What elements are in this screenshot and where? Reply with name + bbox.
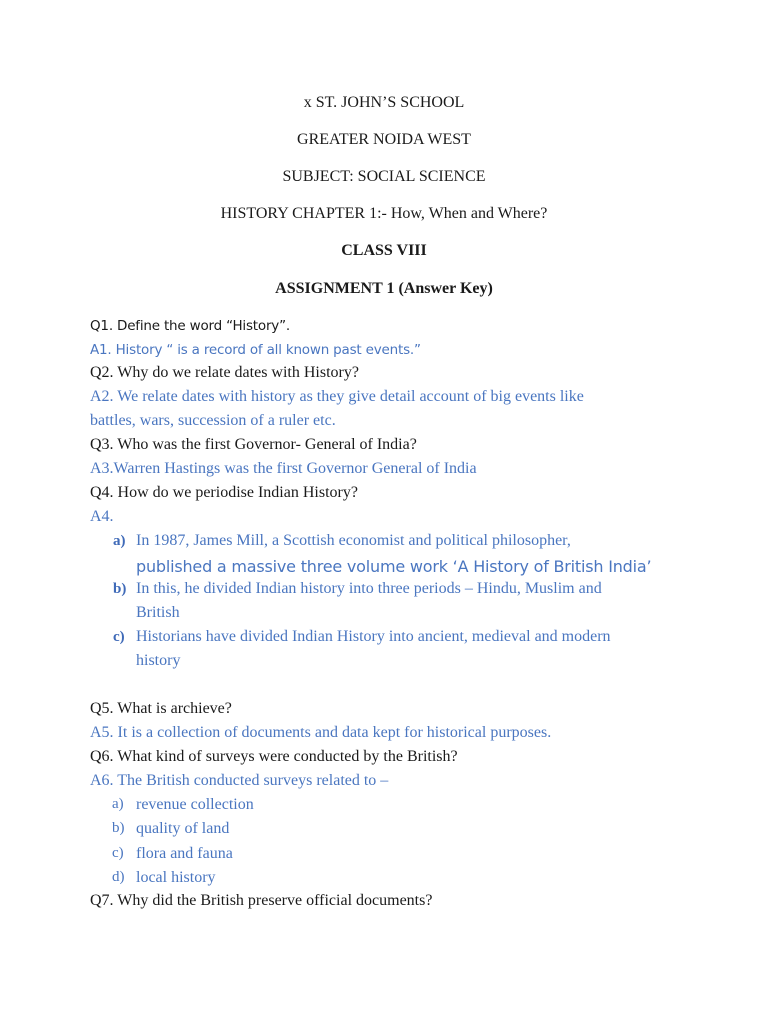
chapter-title: HISTORY CHAPTER 1:- How, When and Where?	[220, 205, 548, 222]
list-item: revenue collection	[136, 796, 254, 813]
question-4: Q4. How do we periodise Indian History?	[90, 484, 358, 501]
list-marker: c)	[113, 629, 125, 645]
answer-2-line-1: A2. We relate dates with history as they give detail account of big events like	[90, 388, 584, 405]
list-item-line: British	[136, 604, 180, 621]
class-label: CLASS VIII	[341, 242, 427, 259]
list-marker: a)	[113, 533, 126, 549]
question-2: Q2. Why do we relate dates with History?	[90, 364, 359, 381]
school-location: GREATER NOIDA WEST	[297, 131, 471, 148]
answer-1: A1. History “ is a record of all known past events.”	[90, 342, 421, 358]
list-item-line: Historians have divided Indian History into ancient, medieval and modern	[136, 628, 611, 645]
list-marker: c)	[112, 845, 124, 861]
list-marker: a)	[112, 796, 124, 812]
list-item: quality of land	[136, 820, 230, 837]
question-6: Q6. What kind of surveys were conducted by the British?	[90, 748, 458, 765]
answer-6-label: A6. The British conducted surveys related to –	[90, 772, 389, 789]
list-item-line: published a massive three volume work ‘A History of British India’	[136, 557, 652, 576]
school-name: x ST. JOHN’S SCHOOL	[303, 94, 465, 111]
list-marker: b)	[113, 581, 127, 597]
answer-5: A5. It is a collection of documents and data kept for historical purposes.	[90, 724, 552, 741]
list-marker: d)	[112, 869, 125, 885]
question-7: Q7. Why did the British preserve official documents?	[90, 892, 433, 909]
question-5: Q5. What is archieve?	[90, 700, 232, 717]
answer-4-label: A4.	[90, 508, 114, 525]
list-item-line: In 1987, James Mill, a Scottish economist and political philosopher,	[136, 532, 571, 549]
list-item: local history	[136, 869, 216, 886]
list-marker: b)	[112, 820, 125, 836]
answer-2-line-2: battles, wars, succession of a ruler etc.	[90, 412, 336, 429]
question-1: Q1. Define the word “History”.	[90, 318, 290, 334]
list-item: flora and fauna	[136, 845, 233, 862]
question-3: Q3. Who was the first Governor- General of India?	[90, 436, 417, 453]
subject-line: SUBJECT: SOCIAL SCIENCE	[282, 168, 486, 185]
list-item-line: In this, he divided Indian history into three periods – Hindu, Muslim and	[136, 580, 602, 597]
answer-3: A3.Warren Hastings was the first Governor General of India	[90, 460, 477, 477]
assignment-title: ASSIGNMENT 1 (Answer Key)	[275, 280, 493, 297]
list-item-line: history	[136, 652, 181, 669]
